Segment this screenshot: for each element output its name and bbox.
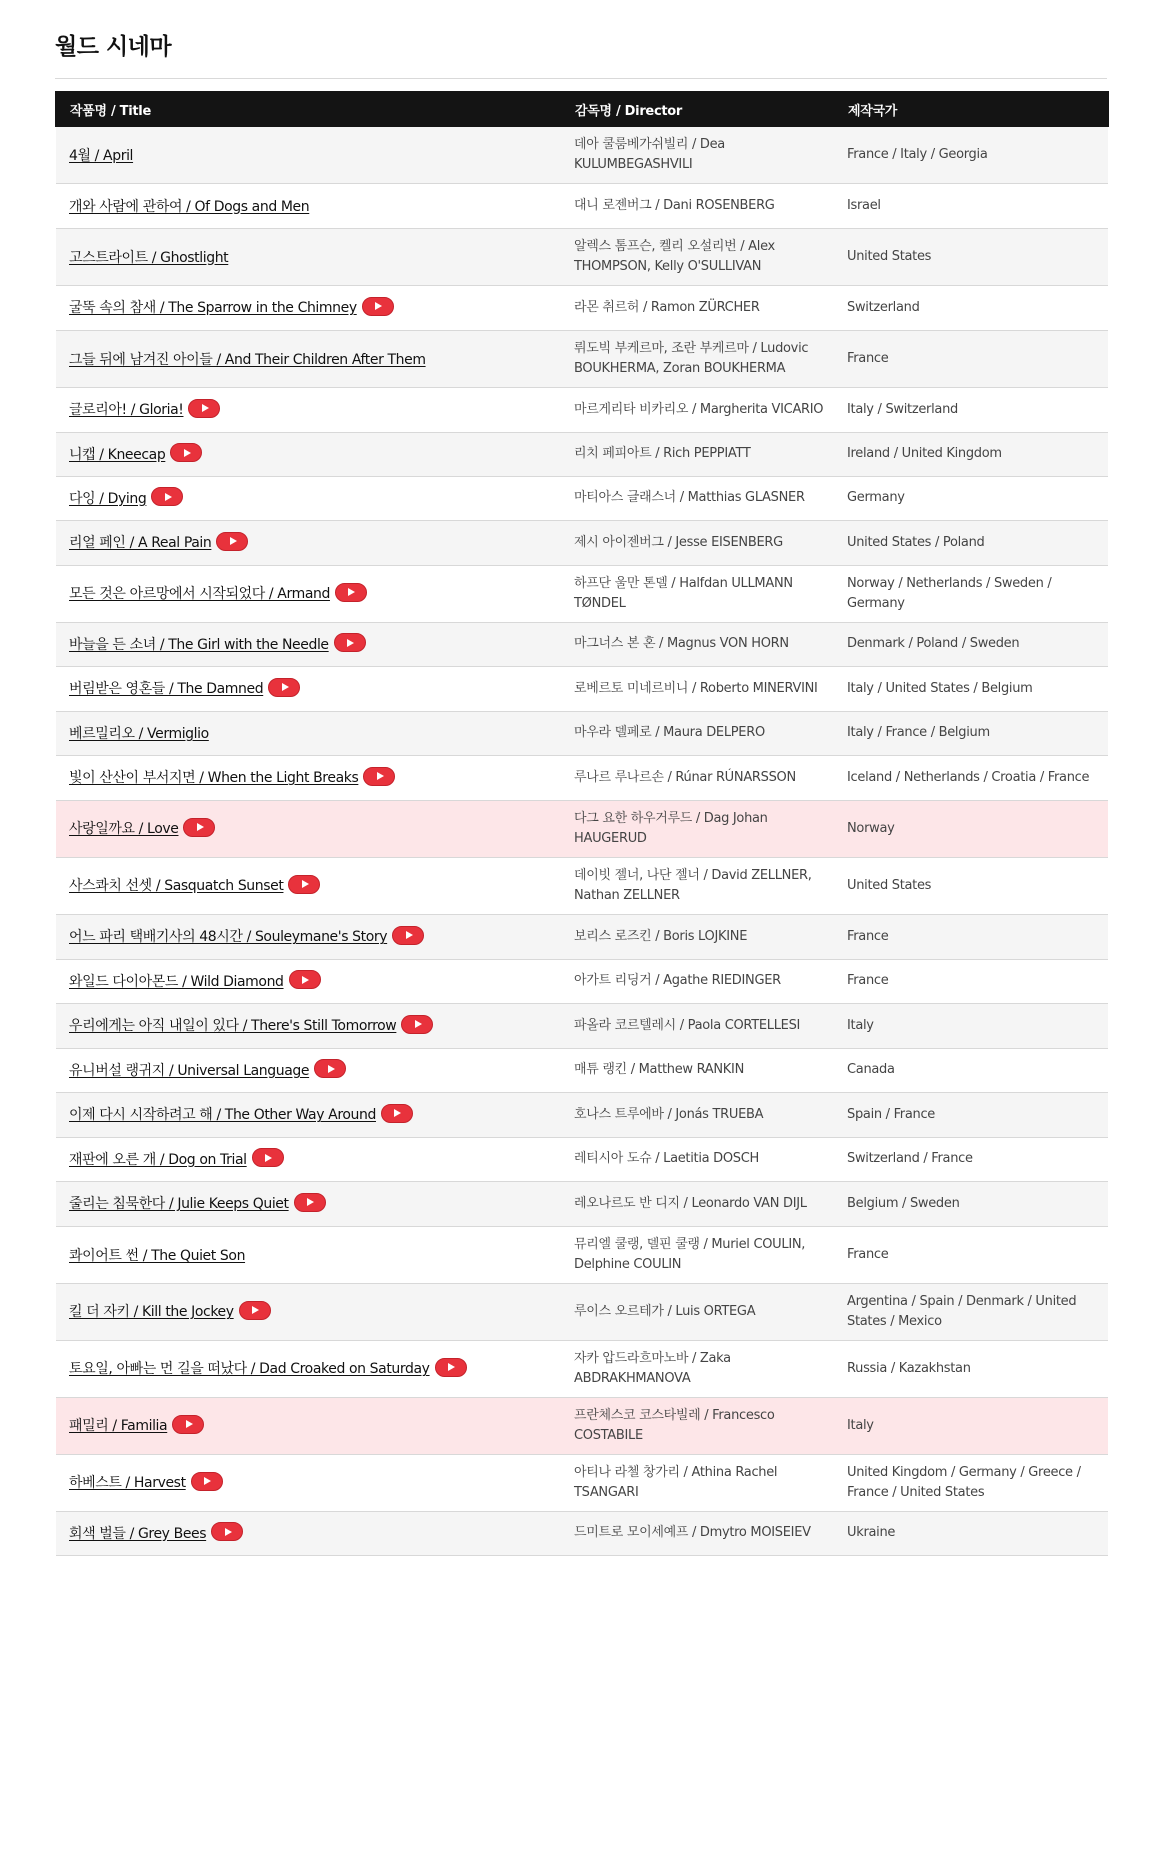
film-title-cell (56, 1397, 561, 1454)
film-title-cell (56, 1137, 561, 1181)
film-row (56, 228, 1108, 285)
film-director-cell: 알렉스 톰프슨, 켈리 오설리번 / Alex THOMPSON, Kelly O'SULLIVAN (561, 228, 834, 285)
film-country-cell: France (834, 914, 1108, 959)
film-country-cell: Norway (834, 800, 1108, 857)
film-title-link[interactable]: 빛이 산산이 부서지면 / When the Light Breaks (69, 770, 359, 787)
film-title-link[interactable]: 유니버설 랭귀지 / Universal Language (69, 1062, 310, 1079)
film-row (56, 914, 1108, 959)
trailer-play-button[interactable] (170, 443, 202, 462)
film-row (56, 666, 1108, 711)
film-title-cell (56, 1340, 561, 1397)
play-icon (302, 976, 309, 984)
film-table (55, 91, 1109, 1556)
film-title-link[interactable]: 와일드 다이아몬드 / Wild Diamond (69, 973, 284, 990)
film-director-cell: 마우라 델페로 / Maura DELPERO (561, 711, 834, 755)
column-header-title: 작품명 / Title (56, 92, 561, 126)
film-title-cell (56, 857, 561, 914)
film-row (56, 857, 1108, 914)
film-country-cell: Italy / Switzerland (834, 387, 1108, 432)
trailer-play-button[interactable] (334, 633, 366, 652)
film-director-cell: 마르게리타 비카리오 / Margherita VICARIO (561, 387, 834, 432)
film-director-cell: 루이스 오르테가 / Luis ORTEGA (561, 1283, 834, 1340)
film-director-cell: 마티아스 글래스너 / Matthias GLASNER (561, 476, 834, 520)
film-title-link[interactable]: 개와 사람에 관하여 / Of Dogs and Men (69, 198, 310, 215)
film-title-link[interactable]: 글로리아! / Gloria! (69, 402, 184, 419)
film-row (56, 387, 1108, 432)
film-director-cell: 다그 요한 하우거루드 / Dag Johan HAUGERUD (561, 800, 834, 857)
film-title-cell (56, 520, 561, 565)
film-country-cell: Switzerland / France (834, 1137, 1108, 1181)
column-header-country: 제작국가 (834, 92, 1108, 126)
film-country-cell: Russia / Kazakhstan (834, 1340, 1108, 1397)
trailer-play-button[interactable] (294, 1193, 326, 1212)
film-row (56, 1048, 1108, 1092)
trailer-play-button[interactable] (392, 926, 424, 945)
film-row (56, 1181, 1108, 1226)
film-title-link[interactable]: 회색 벌들 / Grey Bees (69, 1525, 207, 1542)
film-country-cell: Italy / France / Belgium (834, 711, 1108, 755)
film-country-cell: France / Italy / Georgia (834, 126, 1108, 183)
film-title-cell (56, 1092, 561, 1137)
film-director-cell: 뮤리엘 쿨랭, 델핀 쿨랭 / Muriel COULIN, Delphine COULIN (561, 1226, 834, 1283)
film-title-link[interactable]: 토요일, 아빠는 먼 길을 떠났다 / Dad Croaked on Saturday (69, 1361, 430, 1378)
film-director-cell: 라몬 취르허 / Ramon ZÜRCHER (561, 285, 834, 330)
film-title-link[interactable]: 하베스트 / Harvest (69, 1475, 186, 1492)
film-country-cell: United States (834, 857, 1108, 914)
film-director-cell: 데이빗 젤너, 나단 젤너 / David ZELLNER, Nathan ZELLNER (561, 857, 834, 914)
film-title-cell (56, 1454, 561, 1511)
film-director-cell: 매튜 랭킨 / Matthew RANKIN (561, 1048, 834, 1092)
film-row (56, 622, 1108, 666)
film-title-link[interactable]: 모든 것은 아르망에서 시작되었다 / Armand (69, 586, 330, 603)
film-director-cell: 마그너스 본 혼 / Magnus VON HORN (561, 622, 834, 666)
film-country-cell: Israel (834, 183, 1108, 228)
film-title-link[interactable]: 콰이어트 썬 / The Quiet Son (69, 1247, 246, 1264)
play-icon (406, 931, 413, 939)
play-icon (302, 880, 309, 888)
film-title-link[interactable]: 리얼 페인 / A Real Pain (69, 535, 212, 552)
film-row (56, 755, 1108, 800)
page-title: 월드 시네마 (55, 34, 172, 60)
film-title-cell (56, 1181, 561, 1226)
film-title-cell (56, 183, 561, 228)
film-title-cell (56, 228, 561, 285)
film-title-cell (56, 959, 561, 1003)
trailer-play-button[interactable] (435, 1358, 467, 1377)
film-title-link[interactable]: 4월 / April (69, 147, 134, 164)
film-director-cell: 하프단 울만 톤델 / Halfdan ULLMANN TØNDEL (561, 565, 834, 622)
film-title-link[interactable]: 그들 뒤에 남겨진 아이들 / And Their Children After Them (69, 351, 426, 368)
trailer-play-button[interactable] (363, 767, 395, 786)
play-icon (165, 493, 172, 501)
play-icon (230, 537, 237, 545)
play-icon (184, 449, 191, 457)
film-row (56, 1397, 1108, 1454)
film-director-cell: 자카 압드라흐마노바 / Zaka ABDRAKHMANOVA (561, 1340, 834, 1397)
film-title-link[interactable]: 다잉 / Dying (69, 490, 147, 507)
film-title-cell (56, 1511, 561, 1555)
trailer-play-button[interactable] (211, 1522, 243, 1541)
film-table-body (56, 126, 1108, 1555)
film-director-cell: 리치 페피아트 / Rich PEPPIATT (561, 432, 834, 476)
film-country-cell: Norway / Netherlands / Sweden / Germany (834, 565, 1108, 622)
film-director-cell: 드미트로 모이세예프 / Dmytro MOISEIEV (561, 1511, 834, 1555)
film-title-link[interactable]: 바늘을 든 소녀 / The Girl with the Needle (69, 636, 329, 653)
film-title-link[interactable]: 재판에 오른 개 / Dog on Trial (69, 1151, 247, 1168)
play-icon (265, 1154, 272, 1162)
column-header-director: 감독명 / Director (561, 92, 834, 126)
play-icon (252, 1306, 259, 1314)
film-country-cell: Ukraine (834, 1511, 1108, 1555)
film-title-link[interactable]: 버림받은 영혼들 / The Damned (69, 681, 264, 698)
film-row (56, 959, 1108, 1003)
film-country-cell: United States / Poland (834, 520, 1108, 565)
film-row (56, 1511, 1108, 1555)
film-director-cell: 아가트 리딩거 / Agathe RIEDINGER (561, 959, 834, 1003)
play-icon (377, 772, 384, 780)
film-title-link[interactable]: 사스콰치 선셋 / Sasquatch Sunset (69, 878, 284, 895)
film-title-cell (56, 1283, 561, 1340)
film-director-cell: 데아 쿨룸베가쉬빌리 / Dea KULUMBEGASHVILI (561, 126, 834, 183)
trailer-play-button[interactable] (191, 1472, 223, 1491)
film-row (56, 126, 1108, 183)
trailer-play-button[interactable] (183, 818, 215, 837)
film-director-cell: 대니 로젠버그 / Dani ROSENBERG (561, 183, 834, 228)
film-director-cell: 보리스 로즈킨 / Boris LOJKINE (561, 914, 834, 959)
play-icon (202, 404, 209, 412)
film-row (56, 476, 1108, 520)
film-country-cell: Italy / United States / Belgium (834, 666, 1108, 711)
trailer-play-button[interactable] (268, 678, 300, 697)
film-title-cell (56, 387, 561, 432)
film-director-cell: 제시 아이젠버그 / Jesse EISENBERG (561, 520, 834, 565)
film-country-cell: Italy (834, 1003, 1108, 1048)
trailer-play-button[interactable] (151, 487, 183, 506)
film-row (56, 1092, 1108, 1137)
film-title-cell (56, 432, 561, 476)
film-title-cell (56, 330, 561, 387)
film-country-cell: Canada (834, 1048, 1108, 1092)
film-title-cell (56, 800, 561, 857)
film-director-cell: 루나르 루나르손 / Rúnar RÚNARSSON (561, 755, 834, 800)
play-icon (415, 1020, 422, 1028)
film-director-cell: 아티나 라첼 창가리 / Athina Rachel TSANGARI (561, 1454, 834, 1511)
film-country-cell: Denmark / Poland / Sweden (834, 622, 1108, 666)
film-row (56, 1137, 1108, 1181)
trailer-play-button[interactable] (289, 970, 321, 989)
film-country-cell: Germany (834, 476, 1108, 520)
film-title-link[interactable]: 사랑일까요 / Love (69, 821, 179, 838)
film-title-cell (56, 1003, 561, 1048)
play-icon (197, 823, 204, 831)
film-director-cell: 레티시아 도슈 / Laetitia DOSCH (561, 1137, 834, 1181)
film-title-cell (56, 914, 561, 959)
film-row (56, 432, 1108, 476)
film-country-cell: United Kingdom / Germany / Greece / France / United States (834, 1454, 1108, 1511)
trailer-play-button[interactable] (239, 1301, 271, 1320)
film-row (56, 565, 1108, 622)
film-country-cell: Ireland / United Kingdom (834, 432, 1108, 476)
film-row (56, 285, 1108, 330)
film-row (56, 183, 1108, 228)
film-director-cell: 로베르토 미네르비니 / Roberto MINERVINI (561, 666, 834, 711)
play-icon (307, 1198, 314, 1206)
film-row (56, 1454, 1108, 1511)
trailer-play-button[interactable] (172, 1415, 204, 1434)
trailer-play-button[interactable] (362, 297, 394, 316)
film-title-cell (56, 1048, 561, 1092)
film-title-cell (56, 1226, 561, 1283)
play-icon (204, 1477, 211, 1485)
film-country-cell: Italy (834, 1397, 1108, 1454)
film-row (56, 1340, 1108, 1397)
film-title-cell (56, 565, 561, 622)
film-country-cell: Switzerland (834, 285, 1108, 330)
play-icon (348, 588, 355, 596)
film-row (56, 520, 1108, 565)
film-director-cell: 뤼도빅 부케르마, 조란 부케르마 / Ludovic BOUKHERMA, Zoran BOUKHERMA (561, 330, 834, 387)
film-country-cell: Iceland / Netherlands / Croatia / France (834, 755, 1108, 800)
film-table-header (56, 92, 1108, 126)
film-title-link[interactable]: 이제 다시 시작하려고 해 / The Other Way Around (69, 1107, 376, 1124)
film-title-link[interactable]: 베르밀리오 / Vermiglio (69, 726, 209, 742)
trailer-play-button[interactable] (335, 583, 367, 602)
trailer-play-button[interactable] (188, 399, 220, 418)
film-title-cell (56, 755, 561, 800)
title-divider (55, 78, 1107, 79)
film-country-cell: France (834, 1226, 1108, 1283)
trailer-play-button[interactable] (381, 1104, 413, 1123)
film-row (56, 711, 1108, 755)
film-row (56, 800, 1108, 857)
play-icon (347, 639, 354, 647)
film-country-cell: Argentina / Spain / Denmark / United States / Mexico (834, 1283, 1108, 1340)
trailer-play-button[interactable] (252, 1148, 284, 1167)
film-country-cell: United States (834, 228, 1108, 285)
film-row (56, 1283, 1108, 1340)
play-icon (225, 1528, 232, 1536)
film-title-cell (56, 666, 561, 711)
film-country-cell: Spain / France (834, 1092, 1108, 1137)
film-title-link[interactable]: 우리에게는 아직 내일이 있다 / There's Still Tomorrow (69, 1018, 397, 1035)
film-title-link[interactable]: 굴뚝 속의 참새 / The Sparrow in the Chimney (69, 300, 357, 317)
film-director-cell: 호나스 트루에바 / Jonás TRUEBA (561, 1092, 834, 1137)
film-row (56, 1003, 1108, 1048)
trailer-play-button[interactable] (216, 532, 248, 551)
film-title-link[interactable]: 고스트라이트 / Ghostlight (69, 249, 229, 266)
play-icon (328, 1065, 335, 1073)
film-country-cell: France (834, 330, 1108, 387)
film-title-cell (56, 622, 561, 666)
play-icon (394, 1109, 401, 1117)
trailer-play-button[interactable] (288, 875, 320, 894)
film-country-cell: Belgium / Sweden (834, 1181, 1108, 1226)
film-title-link[interactable]: 니캡 / Kneecap (69, 446, 166, 463)
trailer-play-button[interactable] (401, 1015, 433, 1034)
play-icon (282, 683, 289, 691)
trailer-play-button[interactable] (314, 1059, 346, 1078)
film-title-cell (56, 126, 561, 183)
play-icon (186, 1420, 193, 1428)
film-title-link[interactable]: 줄리는 침묵한다 / Julie Keeps Quiet (69, 1196, 289, 1213)
header-row (56, 92, 1108, 126)
film-director-cell: 파올라 코르텔레시 / Paola CORTELLESI (561, 1003, 834, 1048)
play-icon (448, 1363, 455, 1371)
film-title-link[interactable]: 킬 더 자키 / Kill the Jockey (69, 1304, 234, 1321)
film-title-link[interactable]: 어느 파리 택배기사의 48시간 / Souleymane's Story (69, 929, 388, 946)
film-director-cell: 레오나르도 반 디지 / Leonardo VAN DIJL (561, 1181, 834, 1226)
play-icon (375, 302, 382, 310)
film-country-cell: France (834, 959, 1108, 1003)
film-title-cell (56, 285, 561, 330)
film-row (56, 330, 1108, 387)
film-row (56, 1226, 1108, 1283)
film-title-cell (56, 476, 561, 520)
film-title-cell (56, 711, 561, 755)
film-director-cell: 프란체스코 코스타빌레 / Francesco COSTABILE (561, 1397, 834, 1454)
film-title-link[interactable]: 패밀리 / Familia (69, 1418, 168, 1435)
